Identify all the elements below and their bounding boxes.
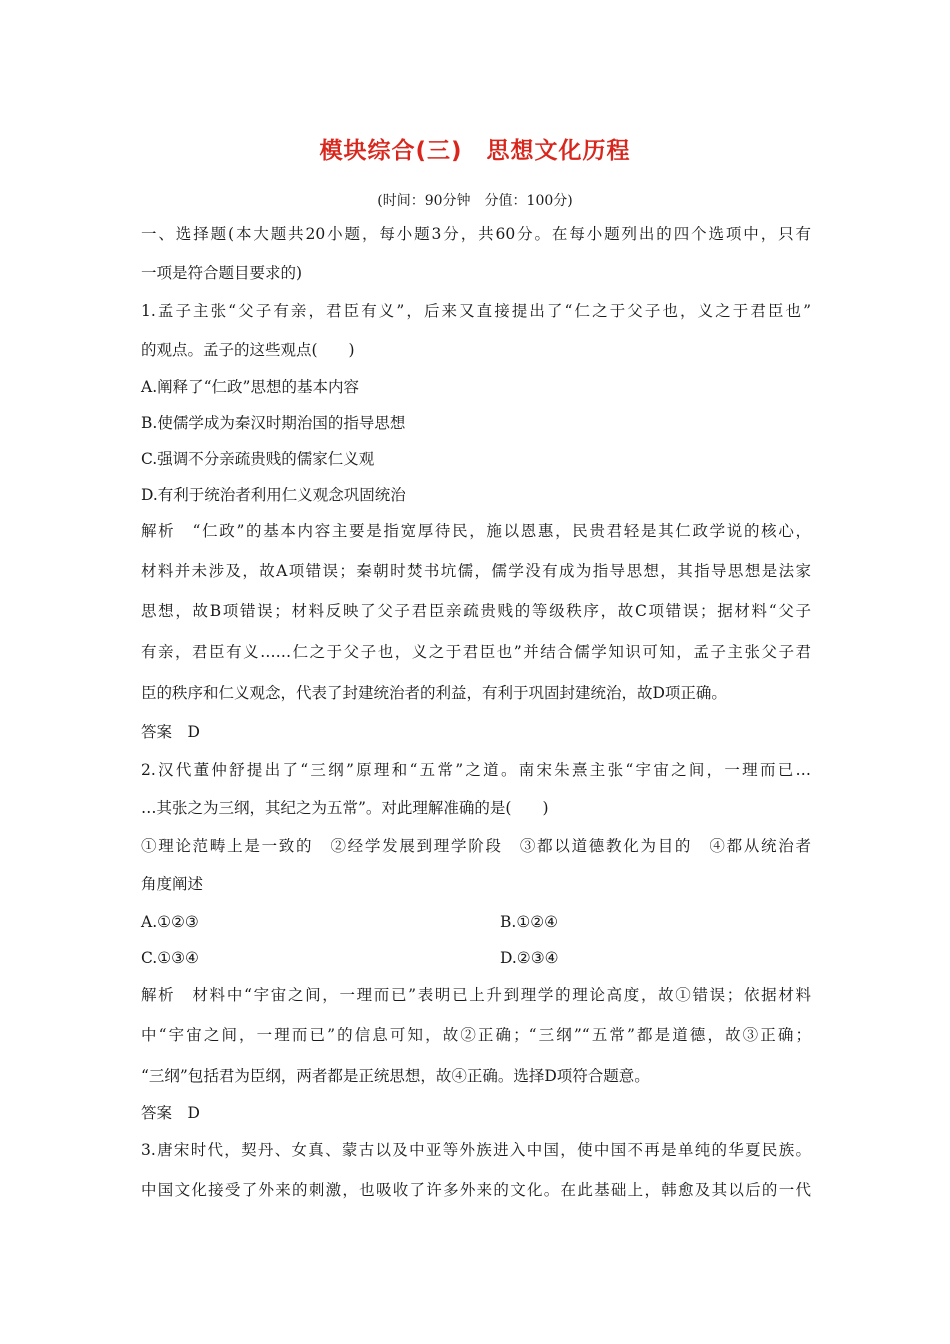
option-b: B.①②④ [500, 913, 559, 931]
option-c: C.强调不分亲疏贵贱的儒家仁义观 [141, 450, 375, 468]
answer: 答案 D [141, 723, 200, 741]
explanation-line: 解析 材料中“宇宙之间，一理而已”表明已上升到理学的理论高度，故①错误；依据材料 [141, 986, 811, 1004]
section-instructions-line: 一、选择题(本大题共20小题，每小题3分，共60分。在每小题列出的四个选项中，只有 [141, 225, 811, 243]
question-stem: 1.孟子主张“父子有亲，君臣有义”，后来又直接提出了“仁之于父子也，义之于君臣也” [141, 302, 811, 320]
answer: 答案 D [141, 1104, 200, 1122]
explanation-line: 有亲，君臣有义……仁之于父子也，义之于君臣也”并结合儒学知识可知，孟子主张父子君 [141, 643, 811, 661]
question-stem: 2.汉代董仲舒提出了“三纲”原理和“五常”之道。南宋朱熹主张“宇宙之间，一理而已… [141, 761, 811, 779]
page-title: 模块综合(三) 思想文化历程 [319, 138, 631, 164]
statement-items: ①理论范畴上是一致的 ②经学发展到理学阶段 ③都以道德教化为目的 ④都从统治者 [141, 837, 811, 855]
explanation-line: 臣的秩序和仁义观念，代表了封建统治者的利益，有利于巩固封建统治，故D项正确。 [141, 684, 727, 702]
explanation-line: 思想，故B项错误；材料反映了父子君臣亲疏贵贱的等级秩序，故C项错误；据材料“父子 [141, 602, 811, 620]
question-stem: 中国文化接受了外来的刺激，也吸收了许多外来的文化。在此基础上，韩愈及其以后的一代 [141, 1181, 811, 1199]
option-c: C.①③④ [141, 949, 199, 967]
option-d: D.有利于统治者利用仁义观念巩固统治 [141, 486, 406, 504]
option-d: D.②③④ [500, 949, 559, 967]
statement-items: 角度阐述 [141, 875, 204, 893]
question-stem: 3.唐宋时代，契丹、女真、蒙古以及中亚等外族进入中国，使中国不再是单纯的华夏民族。 [141, 1141, 811, 1159]
section-instructions-line: 一项是符合题目要求的) [141, 264, 303, 282]
explanation-line: 解析 “仁政”的基本内容主要是指宽厚待民，施以恩惠，民贵君轻是其仁政学说的核心， [141, 522, 811, 540]
explanation-line: 材料并未涉及，故A项错误；秦朝时焚书坑儒，儒学没有成为指导思想，其指导思想是法家 [141, 562, 811, 580]
explanation-line: 中“宇宙之间，一理而已”的信息可知，故②正确；“三纲”“五常”都是道德，故③正确； [141, 1026, 811, 1044]
explanation-line: “三纲”包括君为臣纲，两者都是正统思想，故④正确。选择D项符合题意。 [141, 1067, 650, 1085]
question-stem: 的观点。孟子的这些观点( ) [141, 341, 355, 359]
option-a: A.阐释了“仁政”思想的基本内容 [141, 378, 359, 396]
option-b: B.使儒学成为秦汉时期治国的指导思想 [141, 414, 406, 432]
question-stem: …其张之为三纲，其纪之为五常”。对此理解准确的是( ) [141, 799, 549, 817]
option-a: A.①②③ [141, 913, 199, 931]
exam-meta: (时间：90分钟 分值：100分) [377, 193, 573, 209]
